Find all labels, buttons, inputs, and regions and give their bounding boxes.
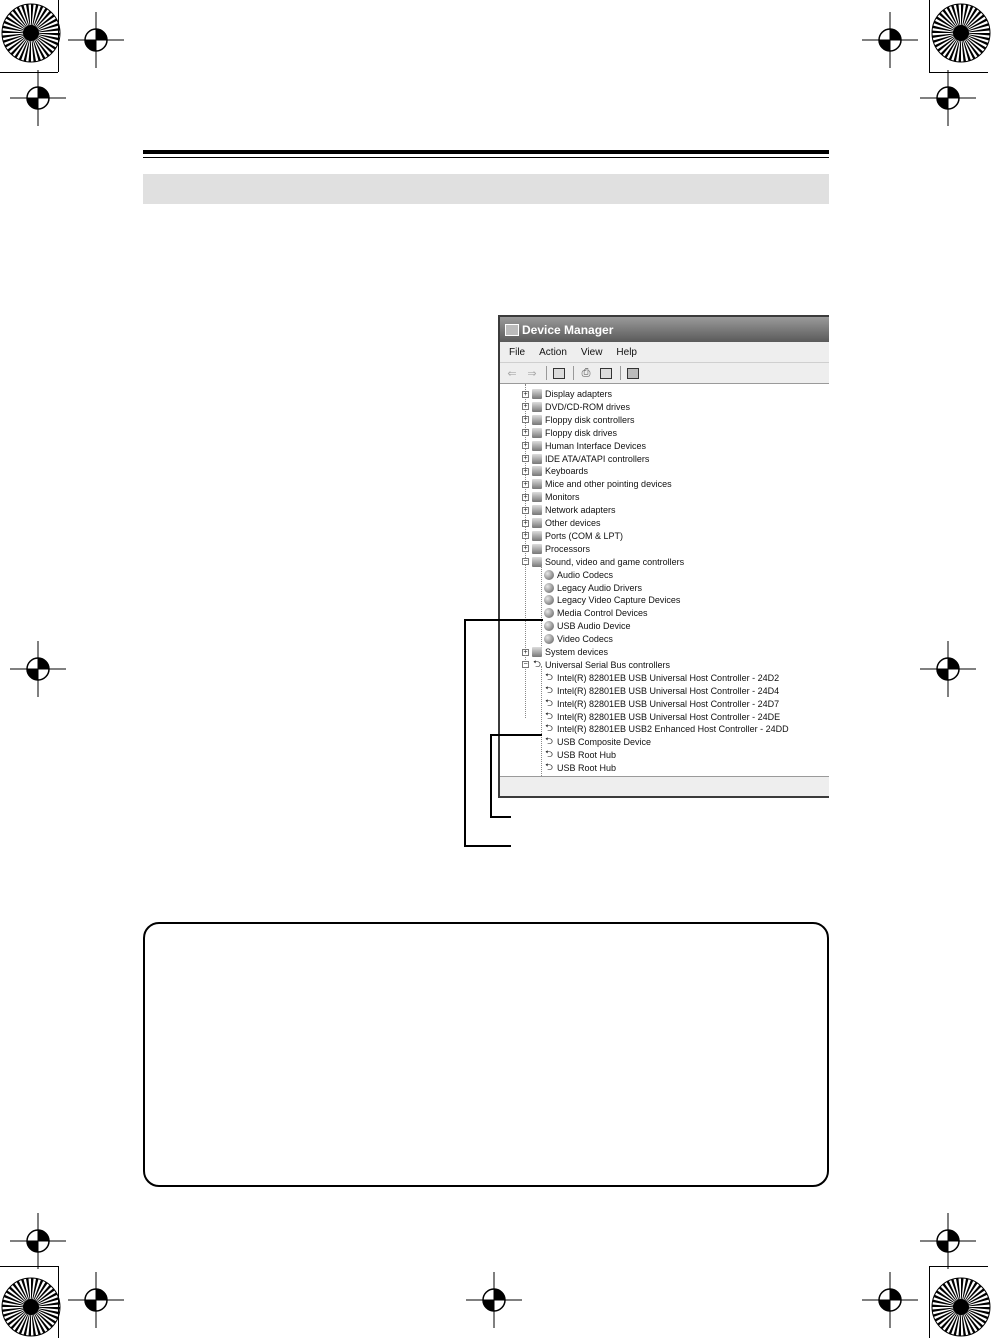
tree-category[interactable] [522,453,649,465]
device-category-icon [532,544,542,554]
crosshair-icon [10,641,66,697]
tree-item-label: USB Root Hub [557,750,617,761]
tree-category[interactable] [522,543,590,555]
device-category-icon [532,454,542,464]
usb-icon: ⮌ [544,736,553,748]
sound-device-icon [544,634,554,644]
tree-category[interactable] [522,427,617,439]
crosshair-icon [920,70,976,126]
crop-line [0,72,58,73]
device-category-icon [532,518,542,528]
tree-item-label: Human Interface Devices [545,440,647,451]
crop-line [58,0,59,72]
sound-icon [532,557,542,567]
update-driver-icon[interactable] [625,366,641,380]
note-box [143,922,829,1187]
usb-icon: ⮌ [544,723,553,735]
tree-item-label: Intel(R) 82801EB USB2 Enhanced Host Controller - 24DD [557,724,789,735]
device-category-icon [532,415,542,425]
device-category-icon [532,479,542,489]
expand-icon[interactable]: + [523,648,528,656]
usb-icon: ⮌ [544,710,553,722]
tree-item-label: USB Root Hub [557,763,617,774]
tree-item-label: Legacy Video Capture Devices [557,595,681,606]
usb-icon: ⮌ [544,749,553,761]
crosshair-icon [10,1213,66,1269]
crosshair-icon [862,12,918,68]
back-icon[interactable]: ⇐ [507,366,517,380]
toolbar-separator [546,366,547,380]
usb-icon: ⮌ [532,658,541,670]
crop-line [0,1266,58,1267]
callout-line-usb-audio [465,619,543,621]
crosshair-icon [68,1272,124,1328]
expand-icon[interactable]: + [523,390,528,398]
usb-icon: ⮌ [544,697,553,709]
usb-icon: ⮌ [544,671,553,683]
device-category-icon [532,402,542,412]
crosshair-icon [920,641,976,697]
crosshair-icon [862,1272,918,1328]
expand-icon[interactable]: + [523,506,528,514]
collapse-icon[interactable]: − [523,661,528,669]
window-titlebar[interactable] [500,317,829,342]
crosshair-icon [10,70,66,126]
tree-category[interactable] [522,504,616,516]
tree-item[interactable] [544,594,680,606]
device-category-icon [532,505,542,515]
menu-action[interactable]: Action [539,346,567,358]
tree-item-label: Media Control Devices [557,608,648,619]
collapse-icon[interactable]: − [523,558,528,566]
expand-icon[interactable]: + [523,455,528,462]
window-title: Device Manager [522,322,614,337]
rosette-top-right-icon [930,2,992,64]
sound-device-icon [544,621,554,631]
menu-help[interactable]: Help [616,346,637,358]
tree-category[interactable] [522,478,672,490]
expand-icon[interactable]: + [523,532,528,540]
tree-category-system[interactable] [522,646,608,658]
tree-item-label: Monitors [545,492,580,503]
tree-item[interactable] [544,762,616,774]
expand-icon[interactable]: + [523,429,528,437]
tree-item-label: Intel(R) 82801EB USB Universal Host Controller - 24D2 [557,672,780,683]
crosshair-icon [466,1272,522,1328]
expand-icon[interactable]: + [523,480,528,488]
callout-line-usb-composite [490,734,492,818]
tree-item[interactable] [544,569,613,581]
usb-icon: ⮌ [544,684,553,696]
tree-item-label: Display adapters [545,389,613,399]
tree-item-label: USB Composite Device [557,737,652,748]
tree-item-label: Intel(R) 82801EB USB Universal Host Controller - 24DE [557,711,781,722]
tree-item[interactable] [544,711,780,723]
tree-item[interactable] [544,633,613,645]
crop-line [929,1266,988,1267]
tree-item-label: Intel(R) 82801EB USB Universal Host Controller - 24D4 [557,685,780,696]
tree-item-label: Keyboards [545,466,589,477]
callout-line-usb-audio [464,619,466,847]
sound-device-icon [544,570,554,580]
properties-icon[interactable] [598,366,614,380]
menu-view[interactable]: View [580,346,603,358]
tree-item-label: Legacy Audio Drivers [557,582,643,593]
tree-item[interactable] [544,582,642,594]
tree-category-usb[interactable] [522,659,670,671]
callout-line-usb-composite [491,734,542,736]
device-category-icon [532,428,542,438]
header-rule-thin [143,157,829,158]
tree-item-label: IDE ATA/ATAPI controllers [545,453,650,464]
tree-item[interactable] [544,749,616,761]
toolbar-separator [573,366,574,380]
crop-line [929,72,988,73]
tree-item-label: Intel(R) 82801EB USB Universal Host Controller - 24D7 [557,698,780,709]
expand-icon[interactable]: + [523,442,528,450]
tree-item-label: Other devices [545,518,601,528]
sound-device-icon [544,583,554,593]
device-category-icon [532,441,542,451]
tree-category-sound[interactable] [522,556,684,568]
expand-icon[interactable]: + [523,545,528,553]
tree-item-label: Video Codecs [557,634,613,645]
expand-icon[interactable]: + [523,519,528,527]
tree-item[interactable] [544,698,779,710]
system-icon [532,647,542,657]
tree-item-label: USB Audio Device [557,621,631,632]
tree-item-label: Floppy disk drives [545,427,618,438]
computer-icon [505,324,519,336]
tree-category[interactable] [522,491,580,503]
expand-icon[interactable]: + [523,493,528,501]
device-tree [500,384,829,776]
sound-device-icon [544,608,554,618]
callout-line-usb-audio [464,845,511,847]
tree-category[interactable] [522,440,646,452]
usb-icon: ⮌ [544,762,553,774]
tree-category[interactable] [522,530,623,542]
crosshair-icon [68,12,124,68]
expand-icon[interactable]: + [523,403,528,411]
rosette-bottom-right-icon [930,1276,992,1338]
tree-item-label: Network adapters [545,505,616,516]
tree-item-label: Mice and other pointing devices [545,479,672,490]
tree-category[interactable] [522,414,635,426]
device-manager-window [498,315,829,798]
expand-icon[interactable]: + [523,467,528,475]
status-bar [500,776,829,796]
tree-category[interactable] [522,401,630,413]
tree-item-label: Ports (COM & LPT) [545,530,624,541]
properties-pane-icon[interactable] [551,366,567,380]
section-heading-band [143,174,829,204]
device-category-icon [532,389,542,399]
forward-icon[interactable]: ⇒ [527,366,537,380]
device-category-icon [532,531,542,541]
tree-item[interactable] [544,607,648,619]
header-rule [143,150,829,154]
crop-line [929,0,930,72]
tree-item-label: Floppy disk controllers [545,414,635,425]
toolbar-separator [620,366,621,380]
tree-item-label: Processors [545,543,591,554]
rosette-bottom-left-icon [0,1276,62,1338]
tree-item[interactable] [544,672,779,684]
print-icon[interactable]: ⎙ [581,366,591,379]
tree-item-usb-audio-device[interactable] [544,620,631,632]
tree-item[interactable] [544,685,779,697]
crop-line [58,1266,59,1338]
expand-icon[interactable]: + [523,416,528,424]
device-category-icon [532,466,542,476]
tree-item-label: System devices [545,647,609,657]
crosshair-icon [920,1213,976,1269]
rosette-top-left-icon [0,2,62,64]
toolbar [500,362,829,384]
tree-item-label: Audio Codecs [557,569,614,580]
tree-item-label: DVD/CD-ROM drives [545,401,631,412]
tree-item-usb-composite-device[interactable] [544,736,651,748]
menu-file[interactable]: File [509,346,526,358]
tree-category[interactable] [522,517,601,529]
tree-item[interactable] [544,723,789,735]
tree-category[interactable] [522,465,588,477]
device-category-icon [532,492,542,502]
callout-line-usb-composite [490,816,511,818]
tree-item-label: Universal Serial Bus controllers [545,659,671,670]
tree-category[interactable] [522,388,612,400]
menu-bar [500,342,829,362]
crop-line [929,1266,930,1338]
tree-item-label: Sound, video and game controllers [545,556,685,567]
sound-device-icon [544,595,554,605]
